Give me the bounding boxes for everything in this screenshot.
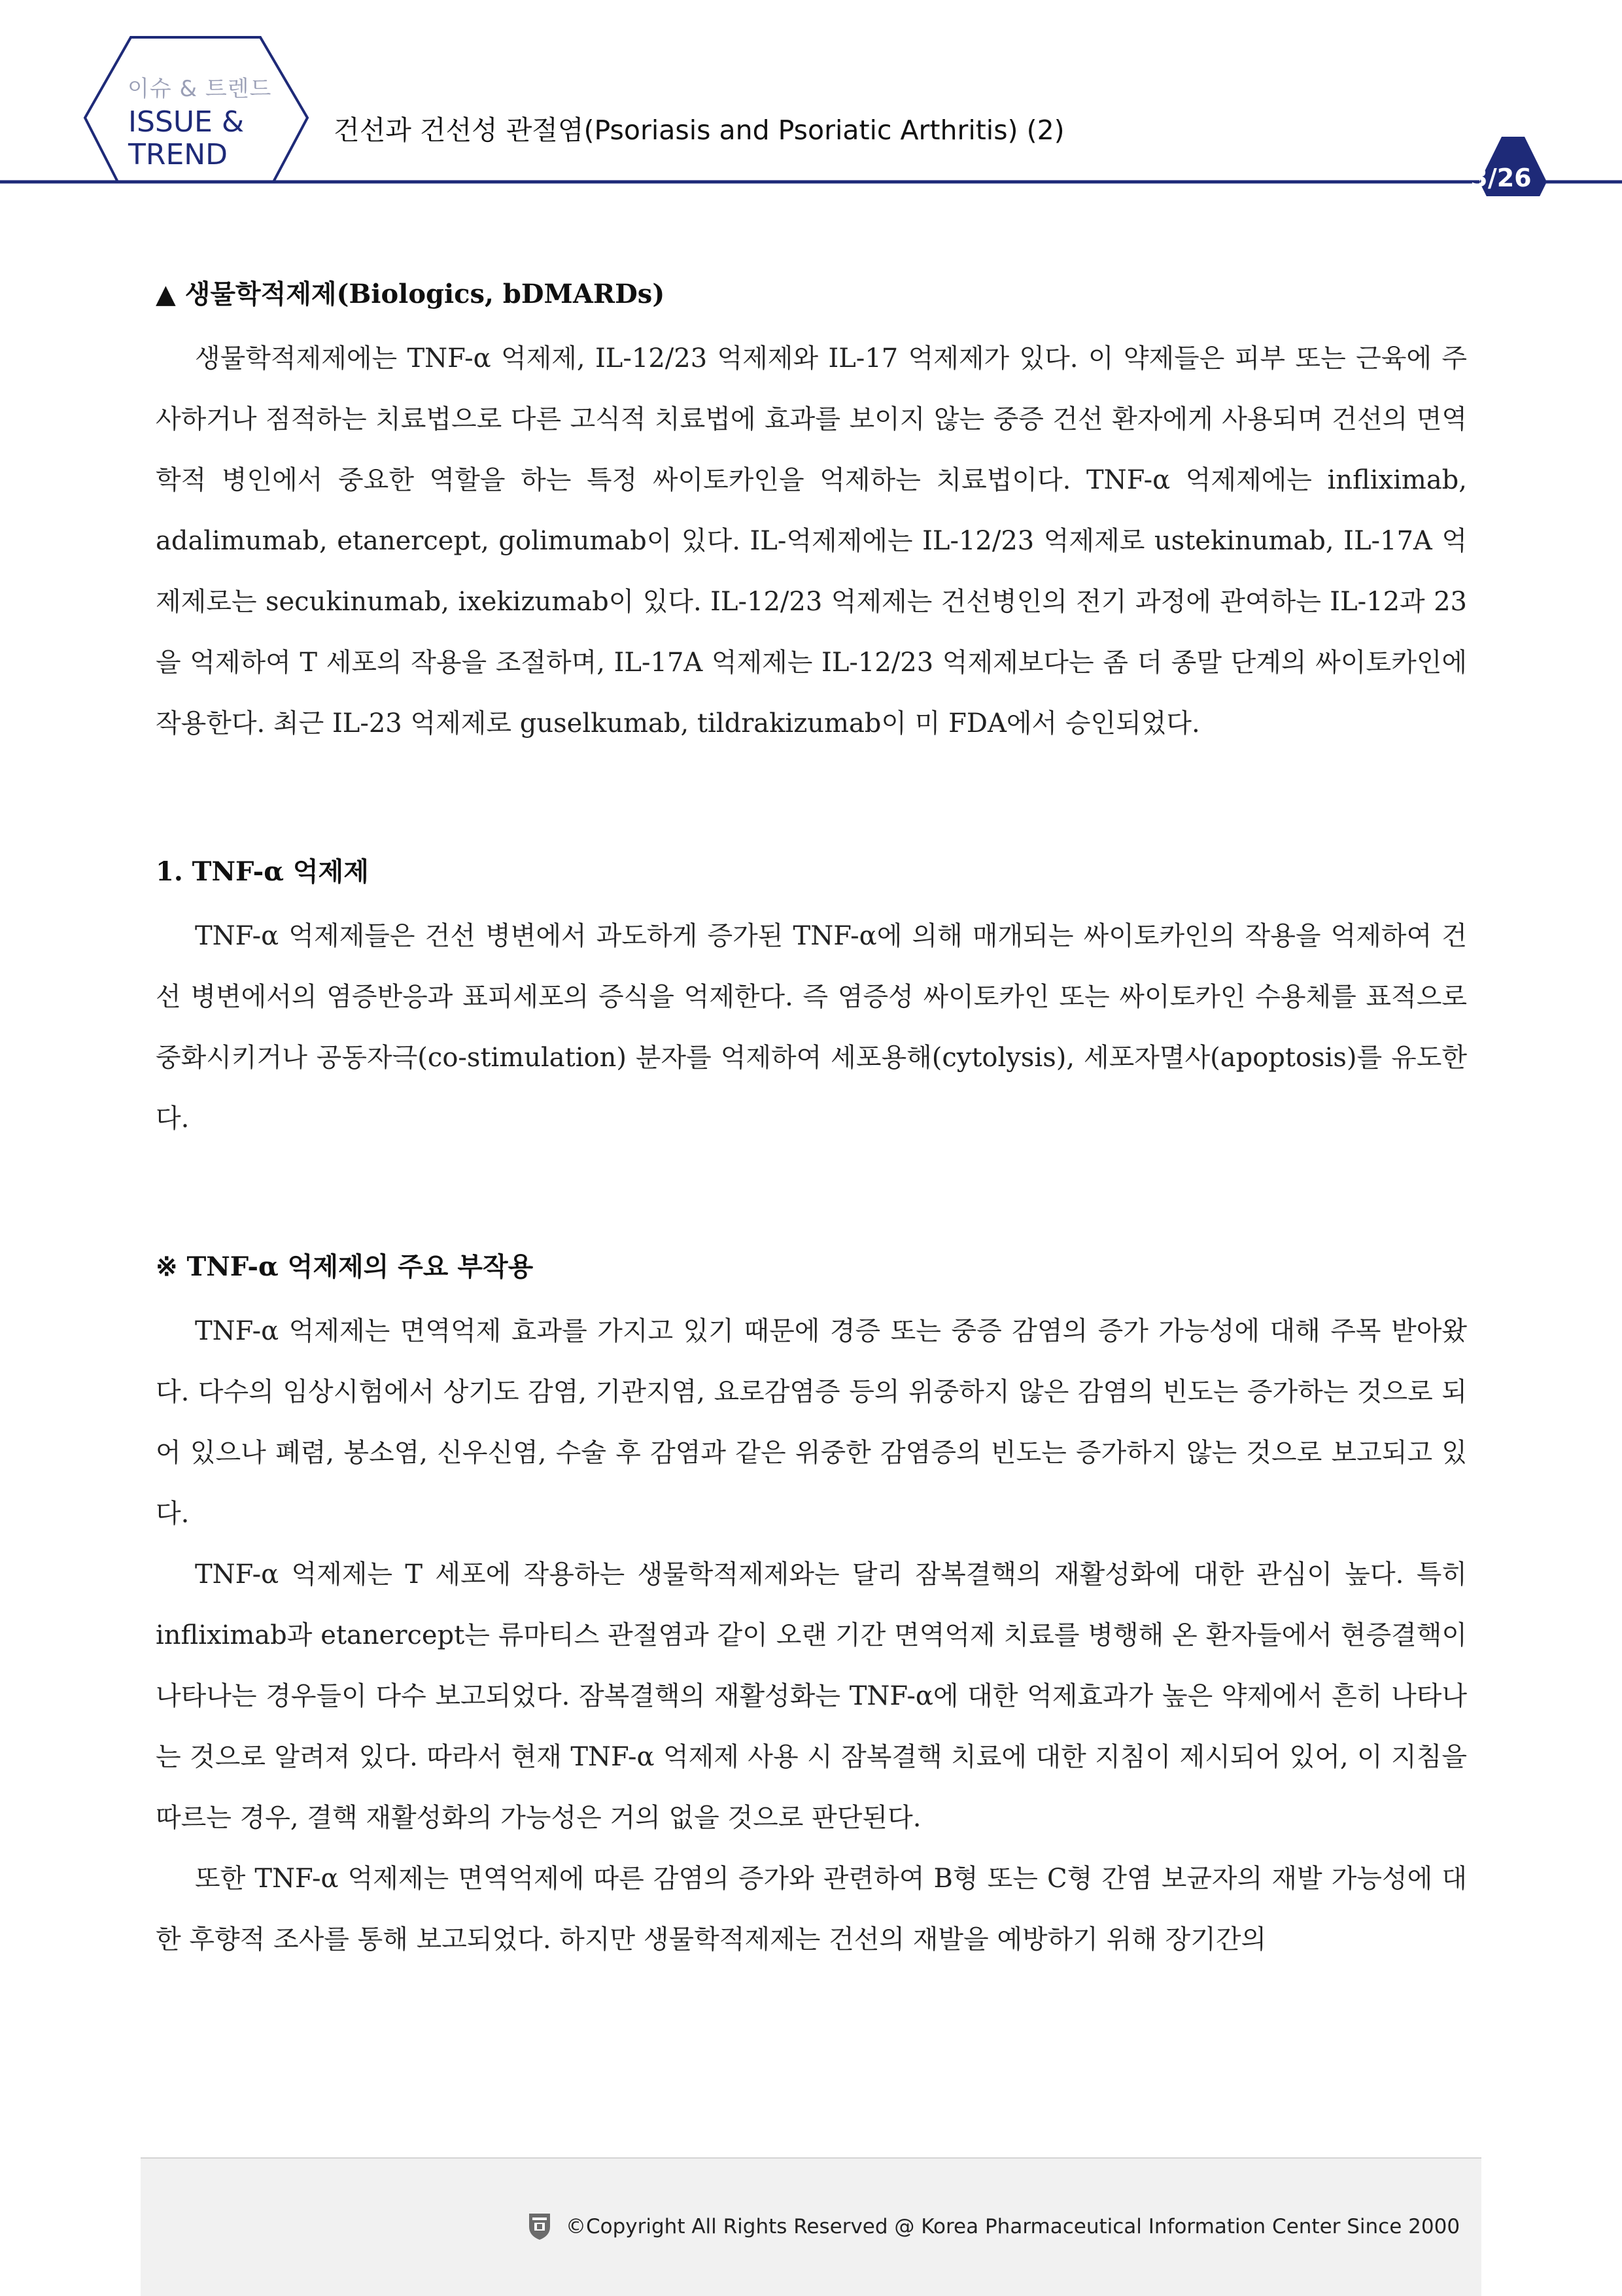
section-heading-side-effects: ※ TNF-α 억제제의 주요 부작용 xyxy=(156,1251,534,1282)
page-header xyxy=(0,0,1622,196)
page-number: 3/26 xyxy=(1470,164,1532,192)
emblem-icon xyxy=(526,2211,553,2241)
logo-subtitle: 이슈 & 트렌드 xyxy=(128,76,272,102)
paragraph: 또한 TNF-α 억제제는 면역억제에 따른 감염의 증가와 관련하여 B형 또는 C형 간염 보균자의 재발 가능성에 대한 후향적 조사를 통해 보고되었다. 하지만 생물학적제제는 건선의 재발을 예방하기 위해 장기간의 xyxy=(156,1864,1467,1955)
logo-title xyxy=(128,106,244,171)
paragraph: TNF-α 억제제들은 건선 병변에서 과도하게 증가된 TNF-α에 의해 매개되는 싸이토카인의 작용을 억제하여 건선 병변에서의 염증반응과 표피세포의 증식을 억제한다. 즉 염증성 싸이토카인 또는 싸이토카인 수용체를 표적으로 중화시키거나 공동자극(co-stimulation) 분자를 억제하여 세포용해(cytolysis), 세포자멸사(apoptosis)를 유도한다. xyxy=(156,921,1467,1134)
copyright-text: ©Copyright All Rights Reserved @ Korea Pharmaceutical Information Center Since 2000 xyxy=(566,2215,1460,2238)
paragraph: TNF-α 억제제는 면역억제 효과를 가지고 있기 때문에 경증 또는 중증 감염의 증가 가능성에 대해 주목 받아왔다. 다수의 임상시험에서 상기도 감염, 기관지염, 요로감염증 등의 위중하지 않은 감염의 빈도는 증가하는 것으로 되어 있으나 폐렴, 봉소염, 신우신염, 수술 후 감염과 같은 위중한 감염증의 빈도는 증가하지 않는 것으로 보고되고 있다. xyxy=(156,1316,1467,1529)
paragraph: TNF-α 억제제는 T 세포에 작용하는 생물학적제제와는 달리 잠복결핵의 재활성화에 대한 관심이 높다. 특히 infliximab과 etanercept는 류마티스 관절염과 같이 오랜 기간 면역억제 치료를 병행해 온 환자들에서 현증결핵이 나타나는 경우들이 다수 보고되었다. 잠복결핵의 재활성화는 TNF-α에 대한 억제효과가 높은 약제에서 흔히 나타나는 것으로 알려져 있다. 따라서 현재 TNF-α 억제제 사용 시 잠복결핵 치료에 대한 지침이 제시되어 있어, 이 지침을 따르는 경우, 결핵 재활성화의 가능성은 거의 없을 것으로 판단된다. xyxy=(156,1559,1467,1833)
logo-title-line2: TREND xyxy=(128,138,228,171)
section-heading-biologics: ▲ 생물학적제제(Biologics, bDMARDs) xyxy=(156,279,665,309)
main-content xyxy=(156,275,1467,1970)
logo-title-line1: ISSUE & xyxy=(128,105,245,139)
paragraph: 생물학적제제에는 TNF-α 억제제, IL-12/23 억제제와 IL-17 억제제가 있다. 이 약제들은 피부 또는 근육에 주사하거나 점적하는 치료법으로 다른 고식적 치료법에 효과를 보이지 않는 중증 건선 환자에게 사용되며 건선의 면역학적 병인에서 중요한 역할을 하는 특정 싸이토카인을 억제하는 치료법이다. TNF-α 억제제에는 infliximab, adalimumab, etanercept, golimumab이 있다. IL-억제제에는 IL-12/23 억제제로 ustekinumab, IL-17A 억제제로는 secukinumab, ixekizumab이 있다. IL-12/23 억제제는 건선병인의 전기 과정에 관여하는 IL-12과 23을 억제하여 T 세포의 작용을 조절하며, IL-17A 억제제는 IL-12/23 억제제보다는 좀 더 종말 단계의 싸이토카인에 작용한다. 최근 IL-23 억제제로 guselkumab, tildrakizumab이 미 FDA에서 승인되었다. xyxy=(156,343,1467,739)
section-heading-tnf-inhibitor: 1. TNF-α 억제제 xyxy=(156,856,369,887)
page-footer xyxy=(141,2157,1481,2296)
document-title: 건선과 건선성 관절염(Psoriasis and Psoriatic Arthritis) (2) xyxy=(334,114,1065,146)
